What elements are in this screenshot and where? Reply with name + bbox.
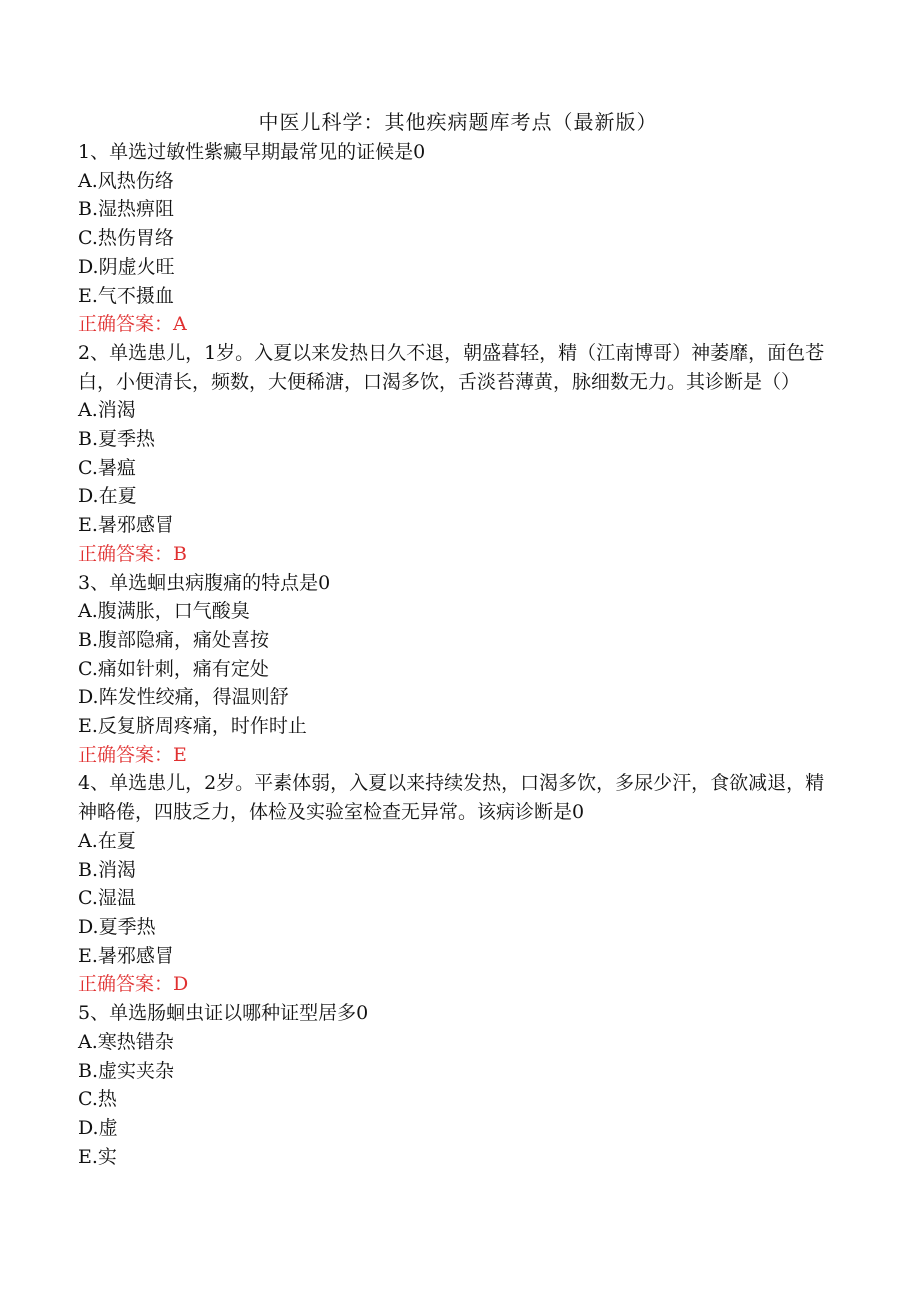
option-e: E.暑邪感冒 — [78, 514, 174, 537]
option-b: B.虚实夹杂 — [78, 1059, 175, 1082]
correct-answer: 正确答案：E — [78, 743, 187, 766]
correct-answer: 正确答案：D — [78, 973, 189, 996]
correct-answer: 正确答案：B — [78, 542, 187, 565]
option-c: C.痛如针刺，痛有定处 — [78, 657, 269, 680]
question-1 — [78, 138, 838, 339]
question-stem: 4、单选患儿，2岁。平素体弱，入夏以来持续发热，口渴多饮，多尿少汗，食欲减退，精神略倦，四肢乏力，体检及实验室检查无异常。该病诊断是0 — [78, 772, 825, 824]
question-stem: 1、单选过敏性紫癜早期最常见的证候是0 — [78, 141, 426, 163]
option-c: C.湿温 — [78, 887, 136, 910]
question-stem: 2、单选患儿，1岁。入夏以来发热日久不退，朝盛暮轻，精（江南博哥）神萎靡，面色苍白，小便清长，频数，大便稀溏，口渴多饮，舌淡苔薄黄，脉细数无力。其诊断是（） — [78, 341, 825, 393]
question-5 — [78, 999, 838, 1171]
question-stem: 5、单选肠蛔虫证以哪种证型居多0 — [78, 1002, 369, 1025]
option-e: E.气不摄血 — [78, 284, 174, 307]
option-c: C.热伤胃络 — [78, 227, 174, 250]
option-a: A.寒热错杂 — [78, 1030, 174, 1053]
option-e: E.反复脐周疼痛，时作时止 — [78, 715, 307, 738]
option-e: E.暑邪感冒 — [78, 944, 174, 967]
option-a: A.风热伤络 — [78, 169, 174, 192]
option-a: A.在夏 — [78, 829, 136, 852]
option-e: E.实 — [78, 1145, 117, 1168]
option-b: B.腹部隐痛，痛处喜按 — [78, 628, 270, 651]
option-b: B.夏季热 — [78, 428, 156, 451]
option-c: C.热 — [78, 1088, 117, 1111]
option-b: B.消渴 — [78, 858, 137, 881]
option-c: C.暑瘟 — [78, 456, 136, 479]
question-stem: 3、单选蛔虫病腹痛的特点是0 — [78, 571, 331, 594]
option-a: A.消渴 — [78, 399, 136, 422]
document-page — [78, 108, 838, 1171]
option-b: B.湿热痹阻 — [78, 198, 175, 221]
correct-answer: 正确答案：A — [78, 313, 187, 336]
question-4 — [78, 769, 838, 999]
option-a: A.腹满胀，口气酸臭 — [78, 600, 250, 623]
option-d: D.阴虚火旺 — [78, 255, 175, 278]
option-d: D.阵发性绞痛，得温则舒 — [78, 686, 289, 709]
question-2 — [78, 339, 838, 569]
option-d: D.虚 — [78, 1116, 118, 1139]
question-3 — [78, 569, 838, 770]
option-d: D.在夏 — [78, 485, 137, 508]
option-d: D.夏季热 — [78, 915, 156, 938]
document-title: 中医儿科学：其他疾病题库考点（最新版） — [258, 110, 658, 134]
